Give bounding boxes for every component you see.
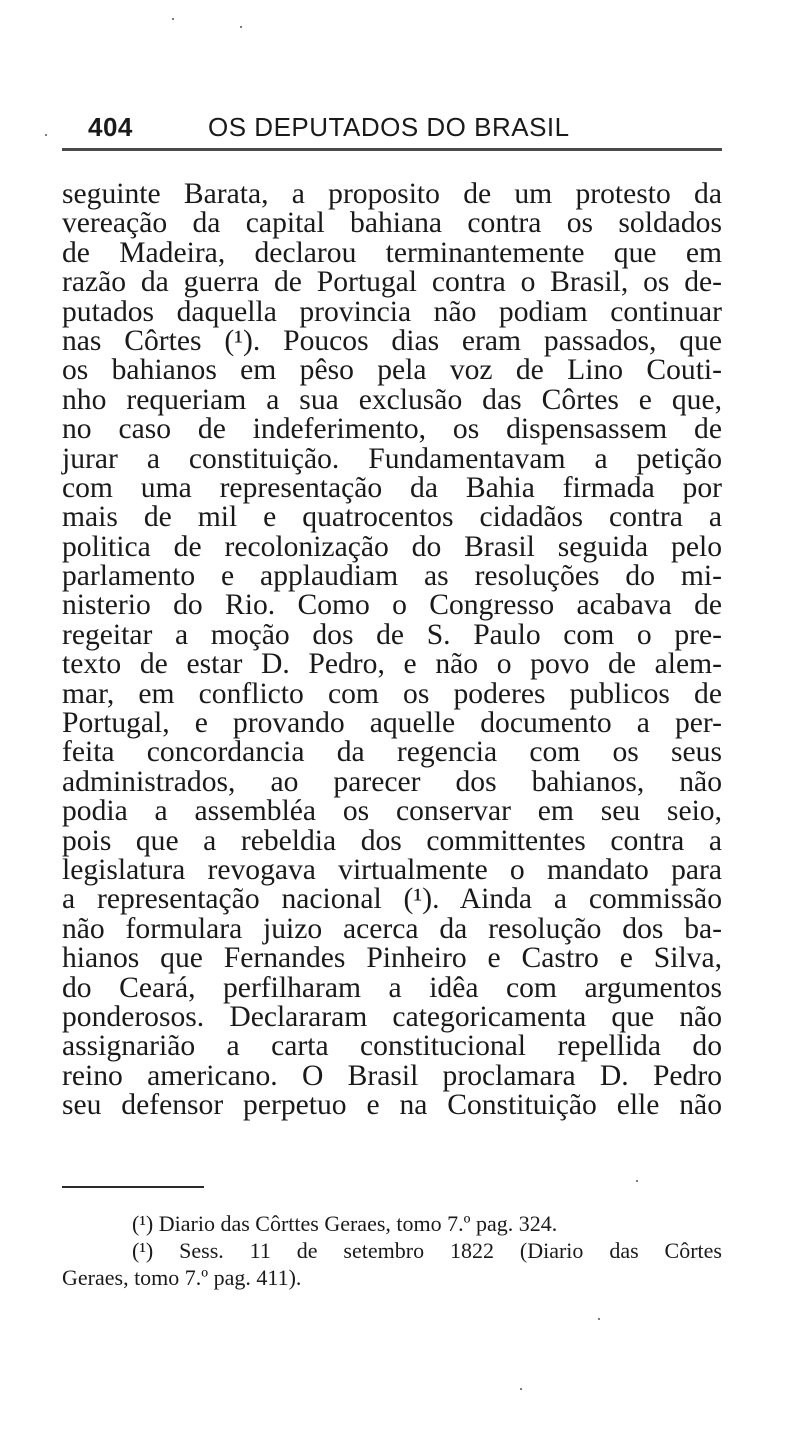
body-line: mais de mil e quatrocentos cidadãos contra a — [62, 501, 722, 534]
print-speck — [598, 1318, 600, 1320]
body-line: legislatura revogava virtualmente o mandato para — [62, 853, 722, 886]
body-line: ponderosos. Declararam categoricamenta que não — [62, 1000, 722, 1033]
body-line: assignarião a carta constitucional repellida do — [62, 1030, 722, 1063]
print-speck — [45, 134, 47, 136]
print-speck — [240, 26, 242, 28]
body-line: hianos que Fernandes Pinheiro e Castro e Silva, — [62, 942, 722, 975]
footnote-2: (¹) Sess. 11 de setembro 1822 (Diario das Côrtes — [132, 1238, 722, 1263]
body-line: politica de recolonização do Brasil seguida pelo — [62, 530, 722, 563]
header-rule — [62, 148, 722, 151]
footnotes — [62, 1210, 722, 1291]
print-speck — [636, 1180, 638, 1182]
footnote-1: (¹) Diario das Côrttes Geraes, tomo 7.º pag. 324. — [132, 1211, 558, 1236]
body-line: seu defensor perpetuo e na Constituição elle não — [62, 1089, 722, 1122]
page-number: 404 — [88, 112, 133, 142]
running-title: OS DEPUTADOS DO BRASIL — [208, 112, 570, 142]
body-line: vereação da capital bahiana contra os soldados — [62, 207, 722, 240]
footnote-rule — [62, 1186, 204, 1188]
body-line: nisterio do Rio. Como o Congresso acabava de — [62, 589, 722, 622]
body-line: nho requeriam a sua exclusão das Côrtes e que, — [62, 383, 722, 416]
body-text — [62, 180, 722, 1121]
body-line: reino americano. O Brasil proclamara D. Pedro — [62, 1059, 722, 1092]
body-line: putados daquella provincia não podiam continuar — [62, 295, 722, 328]
body-line: administrados, ao parecer dos bahianos, não — [62, 765, 722, 798]
print-speck — [172, 18, 174, 20]
body-line: parlamento e applaudiam as resoluções do mi- — [62, 560, 722, 593]
body-line: regeitar a moção dos de S. Paulo com o pre- — [62, 618, 722, 651]
body-line: razão da guerra de Portugal contra o Brasil, os de- — [62, 266, 722, 299]
body-line: feita concordancia da regencia com os seus — [62, 736, 722, 769]
body-line: os bahianos em pêso pela voz de Lino Couti- — [62, 354, 722, 387]
print-speck — [520, 1388, 522, 1390]
footnote-2-continuation: Geraes, tomo 7.º pag. 411). — [62, 1265, 302, 1290]
body-line: Portugal, e provando aquelle documento a per- — [62, 707, 722, 740]
body-line: a representação nacional (¹). Ainda a commissão — [62, 883, 722, 916]
body-line: no caso de indeferimento, os dispensassem de — [62, 413, 722, 446]
body-line: de Madeira, declarou terminantemente que em — [62, 236, 722, 269]
body-line: não formulara juizo acerca da resolução dos ba- — [62, 912, 722, 945]
body-line: pois que a rebeldia dos committentes contra a — [62, 824, 722, 857]
body-line: jurar a constituição. Fundamentavam a petição — [62, 442, 722, 475]
body-line: do Ceará, perfilharam a idêa com argumentos — [62, 971, 722, 1004]
body-line: texto de estar D. Pedro, e não o povo de alem- — [62, 648, 722, 681]
page-header — [62, 112, 722, 146]
body-line: seguinte Barata, a proposito de um protesto da — [62, 178, 722, 210]
body-line: nas Côrtes (¹). Poucos dias eram passados, que — [62, 324, 722, 357]
body-line: com uma representação da Bahia firmada por — [62, 471, 722, 504]
body-line: mar, em conflicto com os poderes publicos de — [62, 677, 722, 710]
body-line: podia a assembléa os conservar em seu seio, — [62, 795, 722, 828]
